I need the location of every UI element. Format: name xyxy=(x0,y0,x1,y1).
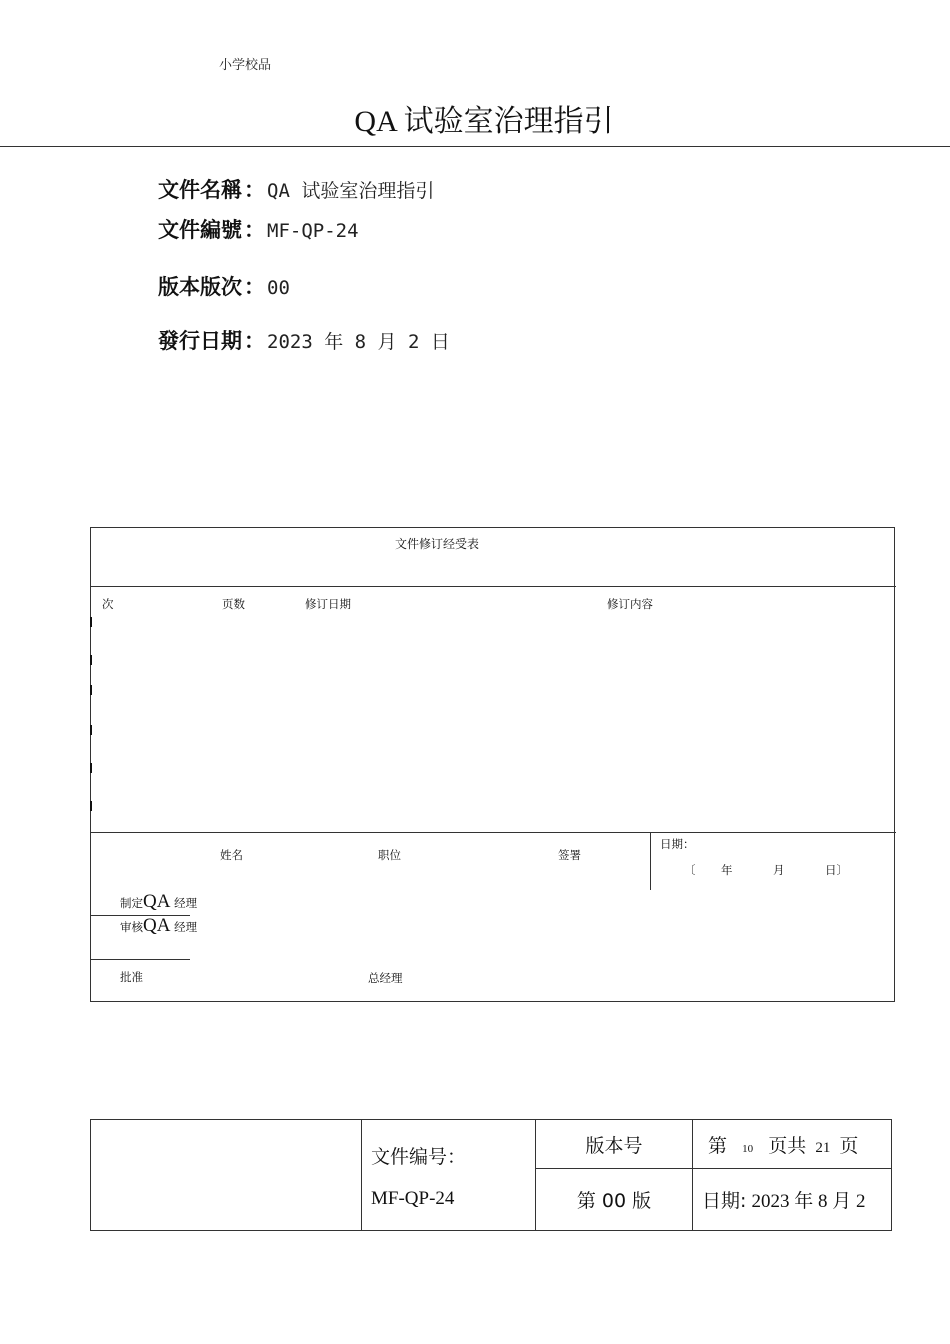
footer-code-cell xyxy=(362,1120,536,1231)
meta-code-label: 文件編號 xyxy=(158,218,242,242)
approve-label: 批准 xyxy=(120,970,143,984)
meta-version xyxy=(158,271,290,301)
column-header-revision-date: 修订日期 xyxy=(305,597,351,611)
sign-header-name: 姓名 xyxy=(220,848,243,862)
footer-version-value-cell xyxy=(536,1169,693,1231)
meta-code-value: MF-QP-24 xyxy=(267,220,359,242)
footer-page-prefix: 第 xyxy=(708,1134,728,1157)
footer-version-label: 版本 xyxy=(585,1134,624,1157)
footer-page-total: 21 xyxy=(815,1139,831,1156)
meta-version-label: 版本版次 xyxy=(158,275,242,299)
date-template-open: 〔 xyxy=(684,863,696,877)
meta-colon: ： xyxy=(244,218,265,242)
meta-issue-date xyxy=(158,325,450,355)
footer-code-value: MF-QP-24 xyxy=(371,1188,455,1209)
footer-logo-cell xyxy=(91,1120,362,1231)
column-header-revision-content: 修订内容 xyxy=(607,597,653,611)
meta-document-name xyxy=(158,174,434,204)
footer-date-value: 2023 年 8 月 2 xyxy=(751,1191,866,1212)
row-tick xyxy=(90,801,92,811)
meta-name-value: QA 试验室治理指引 xyxy=(267,180,435,202)
column-header-index: 次 xyxy=(102,597,114,611)
meta-document-code xyxy=(158,214,359,244)
footer-date-cell xyxy=(693,1169,892,1231)
footer-version-label-cell xyxy=(536,1120,693,1169)
revision-header-divider xyxy=(90,586,896,587)
sign-header-signature: 签署 xyxy=(558,848,581,862)
footer-table xyxy=(90,1119,892,1231)
row-tick xyxy=(90,655,92,665)
footer-page-suffix: 页 xyxy=(839,1134,859,1157)
role-label: 制定 xyxy=(120,896,143,910)
footer-code-label: 文件编号： xyxy=(371,1146,467,1168)
signature-divider xyxy=(90,832,896,833)
footer-date-label: 日期: xyxy=(702,1190,747,1212)
header-divider xyxy=(0,146,950,147)
person-name: QA xyxy=(143,891,171,912)
meta-colon: ： xyxy=(244,329,265,353)
position-label: 经理 xyxy=(174,920,198,934)
meta-date-label: 發行日期 xyxy=(158,329,242,353)
sign-header-date: 日期： xyxy=(660,837,695,851)
revision-table-title: 文件修订经受表 xyxy=(395,537,480,551)
meta-name-label: 文件名稱 xyxy=(158,178,242,202)
date-cell-divider xyxy=(650,832,651,890)
role-label: 审核 xyxy=(120,920,143,934)
row-tick xyxy=(90,763,92,773)
column-header-pages: 页数 xyxy=(222,597,245,611)
sign-header-position: 职位 xyxy=(378,848,401,862)
row-tick xyxy=(90,617,92,627)
row-underline xyxy=(90,959,190,960)
footer-version-value: 第 00 版 xyxy=(576,1190,652,1212)
row-tick xyxy=(90,685,92,695)
meta-version-value: 00 xyxy=(267,277,290,299)
date-template-month: 月 xyxy=(773,863,785,877)
footer-page-mid: 页共 xyxy=(768,1134,807,1157)
signature-row-reviewed xyxy=(120,915,197,937)
position-label: 经理 xyxy=(174,896,198,910)
row-tick xyxy=(90,725,92,735)
meta-colon: ： xyxy=(244,178,265,202)
approve-position: 总经理 xyxy=(368,971,403,985)
footer-page-current: 10 xyxy=(742,1142,754,1155)
meta-colon: ： xyxy=(244,275,265,299)
footer-page-cell xyxy=(693,1120,892,1169)
footer-version-suffix: 号 xyxy=(623,1135,643,1157)
signature-row-prepared xyxy=(120,891,197,913)
person-name: QA xyxy=(143,915,171,936)
date-template-year: 年 xyxy=(721,863,733,877)
date-template-day: 日〕 xyxy=(825,863,848,877)
meta-date-value: 2023 年 8 月 2 日 xyxy=(267,331,450,353)
revision-table xyxy=(90,527,895,1002)
page-title: QA 试验室治理指引 xyxy=(354,105,614,138)
school-label: 小学校品 xyxy=(219,58,272,73)
